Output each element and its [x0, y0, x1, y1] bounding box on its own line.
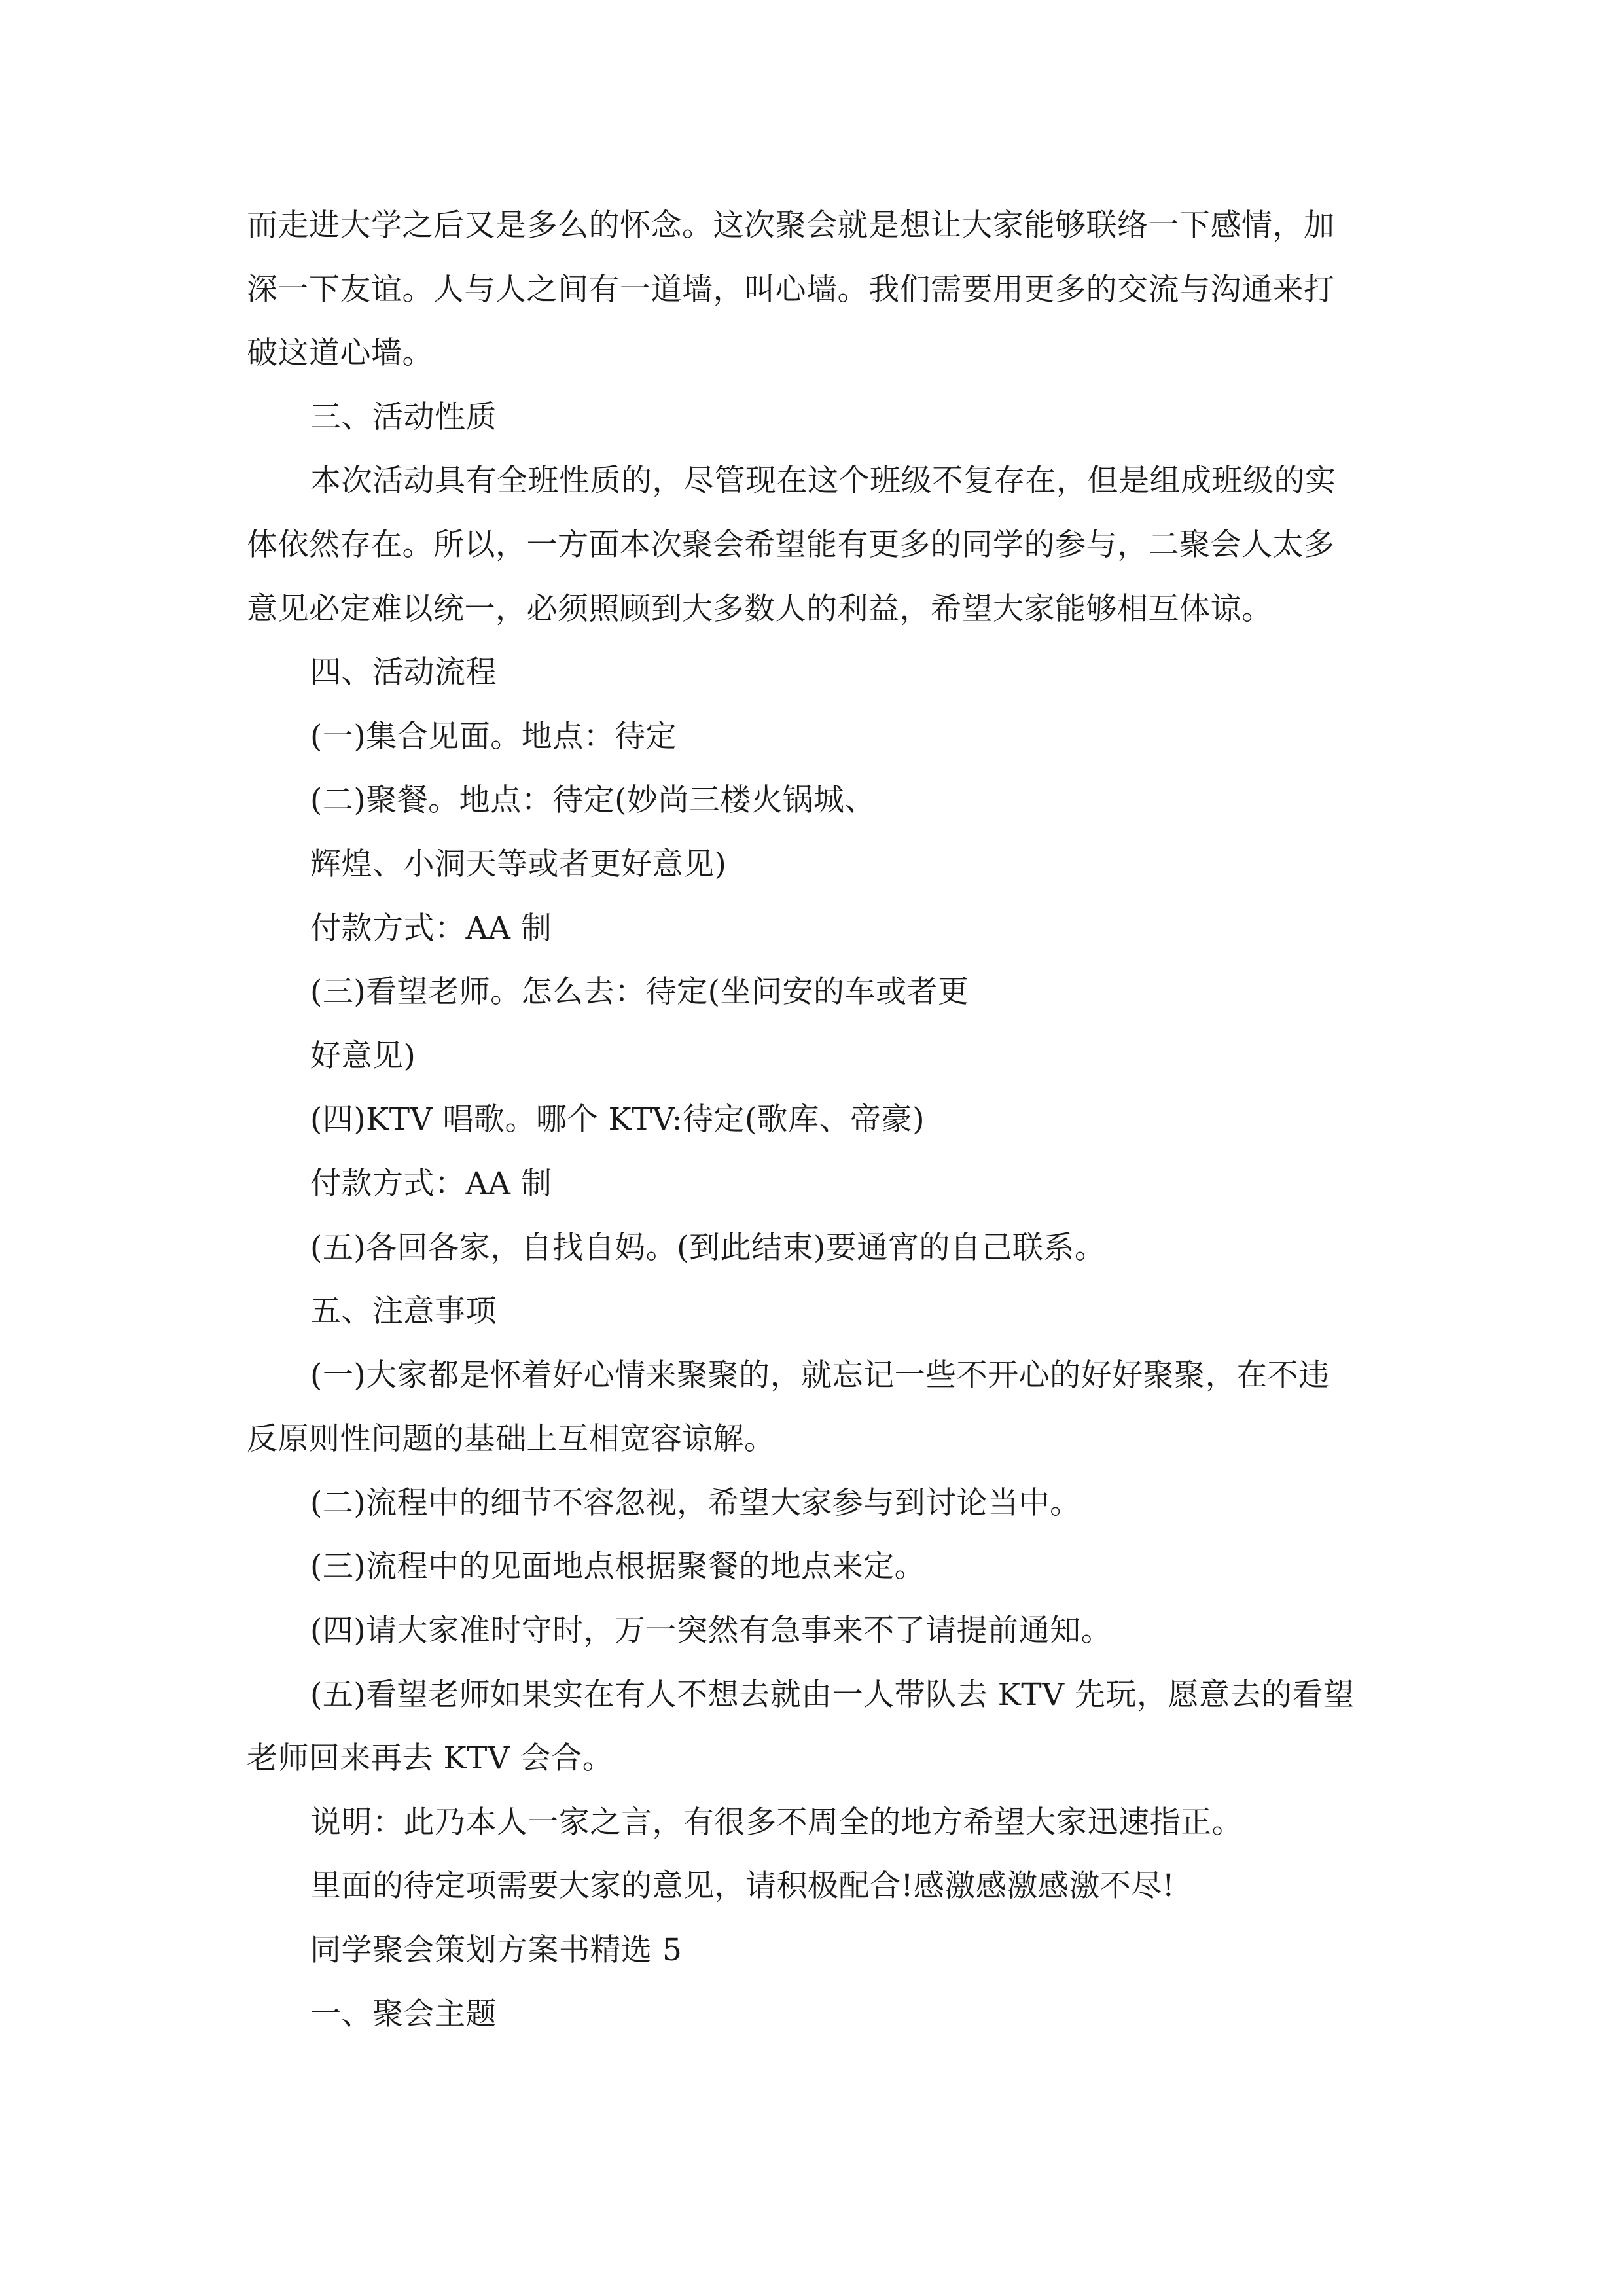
text-line: 而走进大学之后又是多么的怀念。这次聚会就是想让大家能够联络一下感情，加: [247, 207, 1335, 243]
text-line: 本次活动具有全班性质的，尽管现在这个班级不复存在，但是组成班级的实: [310, 463, 1336, 499]
text-line: (二)流程中的细节不容忽视，希望大家参与到讨论当中。: [310, 1484, 1081, 1521]
text-line: 意见必定难以统一，必须照顾到大多数人的利益，希望大家能够相互体谅。: [247, 590, 1273, 627]
text-line: (二)聚餐。地点：待定(妙尚三楼火锅城、: [310, 782, 876, 819]
section-heading: 五、注意事项: [310, 1293, 497, 1330]
section-heading: 四、活动流程: [310, 655, 497, 691]
text-line: 辉煌、小洞天等或者更好意见): [310, 846, 727, 882]
text-line: 付款方式：AA 制: [310, 910, 552, 946]
text-line: (三)流程中的见面地点根据聚餐的地点来定。: [310, 1549, 926, 1585]
section-heading: 三、活动性质: [310, 399, 497, 435]
text-line: (五)看望老师如果实在有人不想去就由一人带队去 KTV 先玩，愿意去的看望: [310, 1676, 1355, 1713]
text-line: (五)各回各家，自找自妈。(到此结束)要通宵的自己联系。: [310, 1229, 1106, 1266]
text-line: 深一下友谊。人与人之间有一道墙，叫心墙。我们需要用更多的交流与沟通来打: [247, 271, 1335, 308]
text-line: 老师回来再去 KTV 会合。: [247, 1740, 614, 1777]
text-line: (四)KTV 唱歌。哪个 KTV:待定(歌库、帝豪): [310, 1102, 925, 1138]
text-line: (三)看望老师。怎么去：待定(坐问安的车或者更: [310, 974, 969, 1011]
text-line: 里面的待定项需要大家的意见，请积极配合!感激感激感激不尽!: [310, 1868, 1175, 1905]
text-line: 说明：此乃本人一家之言，有很多不周全的地方希望大家迅速指正。: [310, 1804, 1243, 1840]
text-line: 反原则性问题的基础上互相宽容谅解。: [247, 1421, 776, 1458]
text-line: 体依然存在。所以，一方面本次聚会希望能有更多的同学的参与，二聚会人太多: [247, 526, 1335, 563]
text-line: (四)请大家准时守时，万一突然有急事来不了请提前通知。: [310, 1613, 1113, 1649]
text-line: 破这道心墙。: [247, 335, 433, 372]
document-body: [247, 194, 1379, 2046]
text-line: 好意见): [310, 1037, 416, 1074]
text-line: (一)大家都是怀着好心情来聚聚的，就忘记一些不开心的好好聚聚，在不违: [310, 1357, 1330, 1393]
section-heading: 一、聚会主题: [310, 1996, 497, 2032]
section-title: 同学聚会策划方案书精选 5: [310, 1932, 683, 1969]
text-line: (一)集合见面。地点：待定: [310, 718, 677, 755]
text-line: 付款方式：AA 制: [310, 1165, 552, 1202]
